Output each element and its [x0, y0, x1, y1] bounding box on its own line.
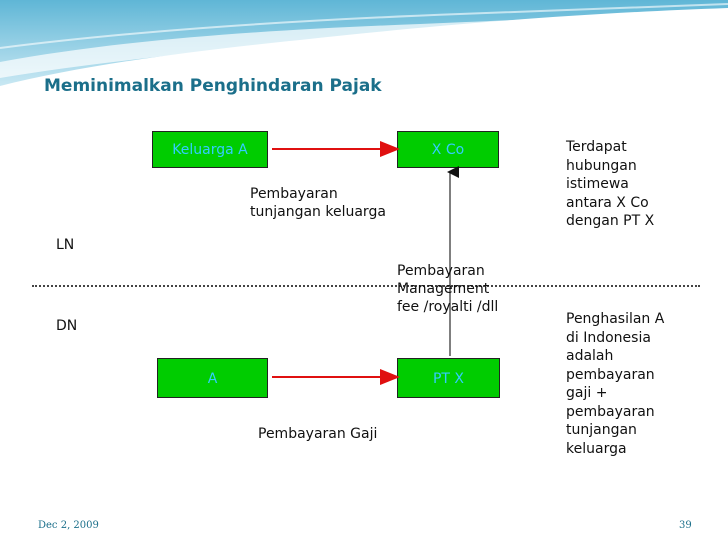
box-pt-x-label: PT X [432, 371, 465, 387]
label-pembayaran-management: Pembayaran Management fee /royalti /dll [397, 263, 499, 315]
footer-date: Dec 2, 2009 [38, 520, 99, 531]
note-penghasilan-a: Penghasilan A di Indonesia adalah pembayaran gaji + pembayaran tunjangan keluarga [566, 311, 665, 457]
box-x-co-label: X Co [431, 142, 465, 158]
label-dn: DN [56, 318, 78, 334]
border-divider-line [32, 285, 700, 287]
slide-title: Meminimalkan Penghindaran Pajak [44, 76, 382, 96]
label-ln: LN [56, 237, 75, 253]
note-hubungan-istimewa: Terdapat hubungan istimewa antara X Co dengan PT X [566, 139, 655, 229]
footer-page-number: 39 [679, 520, 692, 531]
label-pembayaran-tunjangan: Pembayaran tunjangan keluarga [250, 186, 386, 220]
box-a-label: A [207, 371, 218, 387]
label-pembayaran-gaji: Pembayaran Gaji [258, 426, 378, 442]
box-keluarga-a-label: Keluarga A [172, 142, 248, 158]
